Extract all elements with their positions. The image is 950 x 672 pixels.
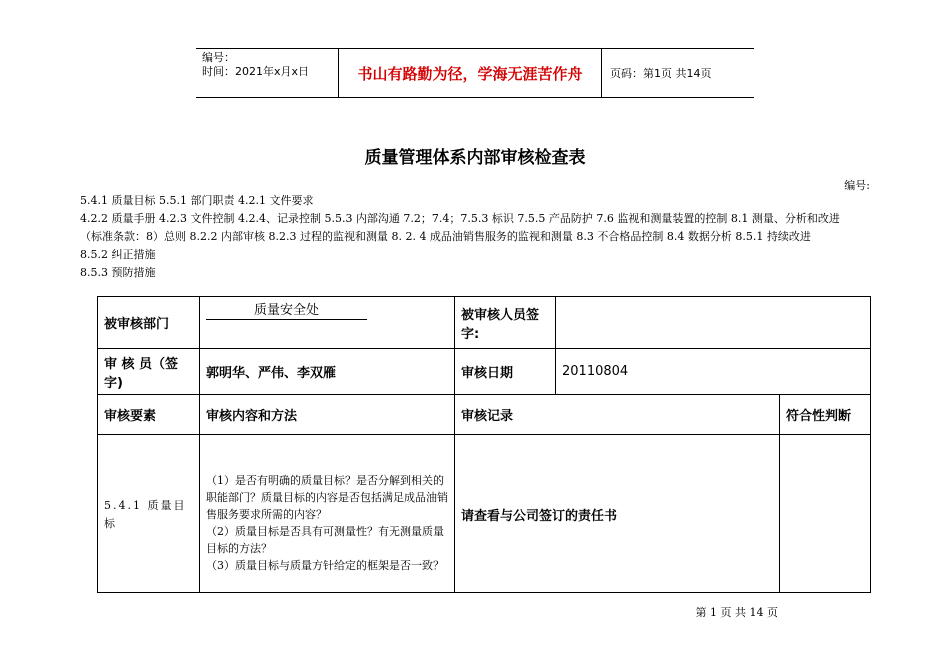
col-header-elements: 审核要素 bbox=[98, 395, 200, 435]
audit-question: （2）质量目标是否具有可测量性？有无测量质量目标的方法？ bbox=[206, 524, 444, 555]
audit-checklist-table bbox=[97, 296, 871, 593]
table-row bbox=[98, 297, 871, 349]
row-record[interactable]: 请查看与公司签订的责任书 bbox=[455, 435, 780, 593]
row-content bbox=[200, 435, 455, 593]
audited-dept-value: 质量安全处 bbox=[206, 299, 367, 320]
audit-date-label: 审核日期 bbox=[455, 349, 556, 395]
header-number-label: 编号： bbox=[202, 51, 235, 64]
auditee-sign-field[interactable] bbox=[556, 297, 871, 349]
page-footer: 第 1 页 共 14 页 bbox=[695, 606, 778, 619]
clause-list bbox=[80, 192, 860, 282]
page-header bbox=[196, 48, 754, 98]
table-row bbox=[98, 349, 871, 395]
col-header-content: 审核内容和方法 bbox=[200, 395, 455, 435]
auditor-value[interactable]: 郭明华、严伟、李双雁 bbox=[200, 349, 455, 395]
header-motto: 书山有路勤为径，学海无涯苦作舟 bbox=[338, 49, 602, 97]
clause-line: 8.5.3 预防措施 bbox=[80, 266, 156, 279]
audit-question: （3）质量目标与质量方针给定的框架是否一致？ bbox=[206, 558, 444, 572]
audited-dept-label: 被审核部门 bbox=[98, 297, 200, 349]
header-info bbox=[202, 51, 309, 79]
clause-line: 5.4.1 质量目标 5.5.1 部门职责 4.2.1 文件要求 bbox=[80, 194, 314, 207]
clause-line: 4.2.2 质量手册 4.2.3 文件控制 4.2.4、记录控制 5.5.3 内部沟通 7.2；7.4；7.5.3 标识 7.5.5 产品防护 7.6 监视和测量装置的控制 8.1 测量、分析和改进（标准条款：8）总则 8.2.2 内部审核 8.2.3 过程的监视和测量 8. 2. 4 成品油销售服务的监视和测量 8.3 不合格品控制 8.4 数据分析 8.5.1 持续改进 bbox=[80, 212, 840, 243]
audit-date-value[interactable]: 20110804 bbox=[556, 349, 871, 395]
document-number-label: 编号: bbox=[844, 179, 870, 192]
col-header-record: 审核记录 bbox=[455, 395, 780, 435]
auditee-sign-label: 被审核人员签字: bbox=[455, 297, 556, 349]
row-conformity[interactable] bbox=[780, 435, 871, 593]
header-page-label: 页码：第1页 共14页 bbox=[610, 67, 712, 80]
table-row bbox=[98, 435, 871, 593]
audited-dept-cell bbox=[200, 297, 455, 349]
clause-line: 8.5.2 纠正措施 bbox=[80, 248, 156, 261]
table-header-row bbox=[98, 395, 871, 435]
header-time-label: 时间：2021年x月x日 bbox=[202, 65, 310, 78]
audit-question: （1）是否有明确的质量目标？是否分解到相关的职能部门？质量目标的内容是否包括满足成品油销售服务要求所需的内容？ bbox=[206, 473, 448, 521]
auditor-label: 审 核 员（签字) bbox=[98, 349, 200, 395]
col-header-conformity: 符合性判断 bbox=[780, 395, 871, 435]
document-title: 质量管理体系内部审核检查表 bbox=[364, 148, 586, 168]
row-clause: 5.4.1 质量目标 bbox=[98, 435, 200, 593]
